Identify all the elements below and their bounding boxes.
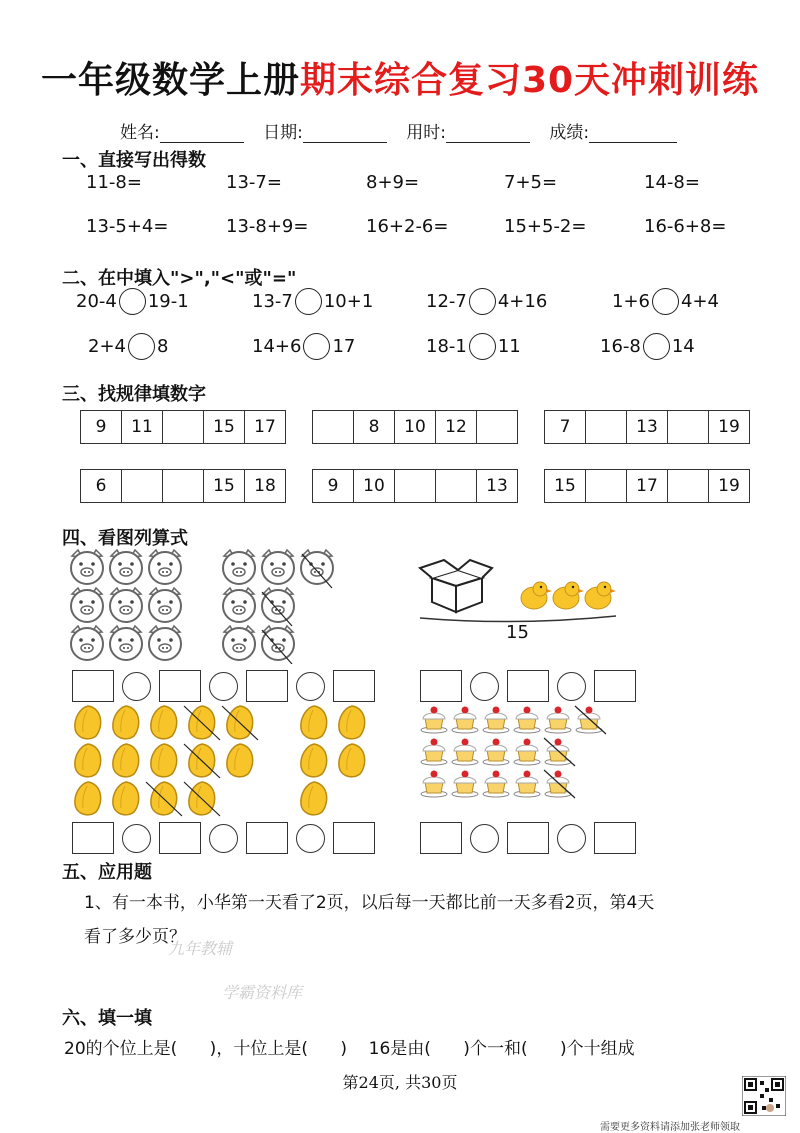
sequence-row <box>544 469 750 503</box>
answer-box[interactable] <box>507 822 549 854</box>
cupcake-icon <box>545 707 571 734</box>
cupcake-icon <box>483 771 509 798</box>
operator-circle[interactable] <box>557 824 586 853</box>
pig-face-icon <box>110 588 142 622</box>
compare-item: 13-7 10+1 <box>252 288 373 315</box>
mango-icon <box>113 744 139 777</box>
pig-face-icon <box>262 626 294 660</box>
sequence-row <box>312 410 518 444</box>
sequence-cell[interactable]: 19 <box>718 417 740 437</box>
score-label: 成绩: <box>549 123 590 143</box>
pig-face-icon <box>149 626 181 660</box>
compare-item: 20-4 19-1 <box>76 288 189 315</box>
compare-item: 2+4 8 <box>88 333 168 360</box>
operator-circle[interactable] <box>470 824 499 853</box>
operator-circle[interactable] <box>470 672 499 701</box>
oral-problem: 8+9= <box>366 172 420 193</box>
mango-icon <box>339 744 365 777</box>
pig-face-icon <box>149 550 181 584</box>
sequence-cell[interactable]: 10 <box>354 470 395 502</box>
oral-problem: 15+5-2= <box>504 216 587 237</box>
answer-circle[interactable] <box>469 333 496 360</box>
time-field[interactable] <box>446 126 530 143</box>
answer-box[interactable] <box>594 822 636 854</box>
mango-icon <box>75 706 101 739</box>
sequence-row <box>80 410 286 444</box>
answer-row <box>420 822 636 854</box>
answer-circle[interactable] <box>652 288 679 315</box>
section-3-title: 三、找规律填数字 <box>62 384 206 405</box>
oral-problem: 13-5+4= <box>86 216 169 237</box>
sequence-cell[interactable]: 11 <box>122 411 163 443</box>
section-4-title: 四、看图列算式 <box>62 528 188 549</box>
sequence-cell[interactable] <box>668 470 709 502</box>
date-label: 日期: <box>263 123 303 143</box>
answer-box[interactable] <box>420 670 462 702</box>
section-6-title: 六、填一填 <box>62 1008 152 1029</box>
fill-in-line: 20的个位上是( )，十位上是( ) 16是由( )个一和( )个十组成 <box>64 1039 635 1059</box>
oral-problem: 13-7= <box>226 172 282 193</box>
sequence-cell[interactable]: 7 <box>545 411 586 443</box>
answer-box[interactable] <box>246 822 288 854</box>
pig-face-icon <box>301 550 333 584</box>
compare-item: 16-8 14 <box>600 333 695 360</box>
cupcake-icon <box>483 739 509 766</box>
answer-box[interactable] <box>72 822 114 854</box>
section-2-title: 二、在中填入">","<"或"=" <box>62 268 297 289</box>
qr-code-icon <box>742 1076 786 1116</box>
oral-problem: 16-6+8= <box>644 216 727 237</box>
mango-picture <box>72 704 372 818</box>
oral-problem: 14-8= <box>644 172 700 193</box>
cupcake-icon <box>514 739 540 766</box>
section-1-title: 一、直接写出得数 <box>62 150 206 171</box>
section-5-title: 五、应用题 <box>62 862 152 883</box>
answer-box[interactable] <box>159 822 201 854</box>
answer-box[interactable] <box>333 822 375 854</box>
cupcake-icon <box>483 707 509 734</box>
operator-circle[interactable] <box>296 824 325 853</box>
mango-icon <box>113 782 139 815</box>
sequence-cell[interactable]: 13 <box>627 411 668 443</box>
watermark: 学霸资料库 <box>222 983 303 1002</box>
pig-face-icon <box>223 626 255 660</box>
page-number: 第24页, 共30页 <box>342 1073 458 1092</box>
sequence-cell[interactable]: 10 <box>395 411 436 443</box>
oral-problem: 13-8+9= <box>226 216 309 237</box>
oral-problem: 16+2-6= <box>366 216 449 237</box>
answer-row <box>420 670 636 702</box>
answer-box[interactable] <box>246 670 288 702</box>
name-field[interactable] <box>160 126 244 143</box>
problem-line-1: 1、有一本书，小华第一天看了2页，以后每一天都比前一天多看2页，第4天 <box>84 893 655 913</box>
cupcake-icon <box>514 707 540 734</box>
chick-icon <box>585 582 616 609</box>
pig-face-icon <box>223 550 255 584</box>
compare-item: 12-7 4+16 <box>426 288 547 315</box>
answer-box[interactable] <box>159 670 201 702</box>
sequence-cell[interactable] <box>313 411 354 443</box>
pig-face-icon <box>262 588 294 622</box>
operator-circle[interactable] <box>122 824 151 853</box>
answer-circle[interactable] <box>295 288 322 315</box>
answer-box[interactable] <box>507 670 549 702</box>
cupcake-picture <box>420 704 610 804</box>
cupcake-icon <box>452 739 478 766</box>
answer-circle[interactable] <box>128 333 155 360</box>
title-black: 一年级数学上册 <box>40 60 300 101</box>
oral-problem: 7+5= <box>504 172 558 193</box>
sequence-cell[interactable]: 13 <box>486 476 508 496</box>
mango-icon <box>301 782 327 815</box>
mango-icon <box>301 706 327 739</box>
operator-circle[interactable] <box>557 672 586 701</box>
answer-row <box>72 822 375 854</box>
cupcake-icon <box>452 771 478 798</box>
pig-face-icon <box>110 550 142 584</box>
date-field[interactable] <box>303 126 387 143</box>
pig-group-left <box>68 548 188 664</box>
sequence-cell[interactable] <box>163 411 204 443</box>
sequence-cell[interactable]: 19 <box>718 476 740 496</box>
mango-icon <box>227 744 253 777</box>
sequence-cell[interactable]: 18 <box>254 476 276 496</box>
pig-group-right <box>220 548 340 664</box>
sequence-cell[interactable]: 8 <box>354 411 395 443</box>
sequence-cell[interactable] <box>586 470 627 502</box>
pig-face-icon <box>262 550 294 584</box>
page-title <box>0 52 800 103</box>
cupcake-icon <box>421 707 447 734</box>
sequence-row <box>312 469 518 503</box>
mango-icon <box>75 744 101 777</box>
pig-face-icon <box>110 626 142 660</box>
watermark: 九年教辅 <box>168 939 233 958</box>
sequence-cell[interactable]: 6 <box>81 470 122 502</box>
answer-circle[interactable] <box>303 333 330 360</box>
chick-icon <box>553 582 584 609</box>
box-chick-picture <box>416 556 626 626</box>
answer-circle[interactable] <box>643 333 670 360</box>
sequence-row <box>80 469 286 503</box>
cupcake-icon <box>421 739 447 766</box>
answer-box[interactable] <box>72 670 114 702</box>
sequence-cell[interactable] <box>586 411 627 443</box>
mango-icon <box>151 706 177 739</box>
operator-circle[interactable] <box>122 672 151 701</box>
sequence-cell[interactable]: 17 <box>627 470 668 502</box>
cupcake-icon <box>452 707 478 734</box>
mango-icon <box>339 706 365 739</box>
pig-face-icon <box>71 588 103 622</box>
mango-icon <box>151 744 177 777</box>
score-field[interactable] <box>589 126 677 143</box>
time-label: 用时: <box>406 123 447 143</box>
answer-box[interactable] <box>333 670 375 702</box>
operator-circle[interactable] <box>209 824 238 853</box>
compare-item: 14+6 17 <box>252 333 355 360</box>
cupcake-icon <box>514 771 540 798</box>
answer-row <box>72 670 375 702</box>
answer-circle[interactable] <box>469 288 496 315</box>
sequence-cell[interactable]: 15 <box>545 470 586 502</box>
sequence-cell[interactable]: 9 <box>313 470 354 502</box>
cupcake-icon <box>421 771 447 798</box>
pig-face-icon <box>223 588 255 622</box>
answer-box[interactable] <box>594 670 636 702</box>
answer-circle[interactable] <box>119 288 146 315</box>
student-info <box>120 118 691 143</box>
compare-item: 18-1 11 <box>426 333 521 360</box>
mango-icon <box>301 744 327 777</box>
sequence-cell[interactable]: 9 <box>81 411 122 443</box>
compare-item: 1+6 4+4 <box>612 288 719 315</box>
sequence-cell[interactable] <box>668 411 709 443</box>
mango-icon <box>75 782 101 815</box>
sequence-cell[interactable] <box>163 470 204 502</box>
sequence-cell[interactable]: 17 <box>254 417 276 437</box>
problem-line-2: 看了多少页？ <box>84 927 186 947</box>
sequence-row <box>544 410 750 444</box>
mango-icon <box>113 706 139 739</box>
operator-circle[interactable] <box>296 672 325 701</box>
sequence-cell[interactable] <box>436 470 477 502</box>
operator-circle[interactable] <box>209 672 238 701</box>
sequence-cell[interactable]: 15 <box>204 470 245 502</box>
brace-line <box>420 616 616 622</box>
sequence-cell[interactable]: 12 <box>436 411 477 443</box>
sequence-cell[interactable]: 15 <box>204 411 245 443</box>
pig-face-icon <box>149 588 181 622</box>
answer-box[interactable] <box>420 822 462 854</box>
title-red: 期末综合复习30天冲刺训练 <box>299 60 760 101</box>
oral-problem: 11-8= <box>86 172 142 193</box>
sequence-cell[interactable] <box>477 411 517 443</box>
chick-icon <box>521 582 552 609</box>
pig-face-icon <box>71 626 103 660</box>
name-label: 姓名: <box>120 123 160 143</box>
sequence-cell[interactable] <box>395 470 436 502</box>
pig-face-icon <box>71 550 103 584</box>
open-box-icon <box>420 560 492 612</box>
total-label: 15 <box>506 622 529 643</box>
footer-note: 需要更多资料请添加张老师领取 <box>600 1122 740 1133</box>
sequence-cell[interactable] <box>122 470 163 502</box>
